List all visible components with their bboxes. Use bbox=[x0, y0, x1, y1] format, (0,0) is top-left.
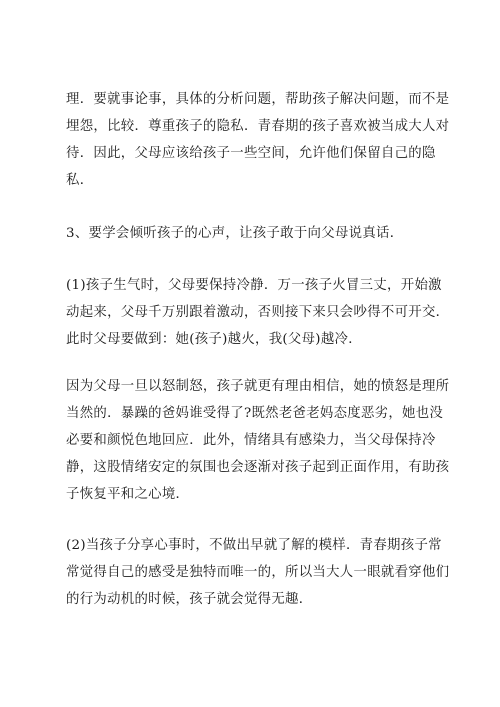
text-line: (2)当孩子分享心事时，不做出早就了解的模样．青春期孩子常 bbox=[66, 538, 442, 553]
text-line: 静，这股情绪安定的氛围也会逐渐对孩子起到正面作用，有助孩 bbox=[66, 460, 450, 475]
text-line: 子恢复平和之心境． bbox=[66, 487, 190, 502]
text-line: 理．要就事论事，具体的分析问题，帮助孩子解决问题，而不是 bbox=[66, 92, 450, 107]
text-line: 待．因此，父母应该给孩子一些空间，允许他们保留自己的隐 bbox=[66, 146, 436, 161]
text-line: 的行为动机的时候，孩子就会觉得无趣． bbox=[66, 592, 313, 607]
text-line: 动起来，父母千万别跟着激动，否则接下来只会吵得不可开交． bbox=[66, 305, 450, 320]
paragraph-explanation bbox=[66, 373, 456, 508]
paragraph-heading-3 bbox=[66, 220, 456, 247]
paragraph-point-2 bbox=[66, 532, 456, 613]
text-line: (1)孩子生气时，父母要保持冷静．万一孩子火冒三丈，开始激 bbox=[66, 278, 442, 293]
paragraph-privacy bbox=[66, 86, 456, 194]
section-heading: 3、要学会倾听孩子的心声，让孩子敢于向父母说真话． bbox=[66, 226, 404, 241]
text-line: 埋怨，比较．尊重孩子的隐私．青春期的孩子喜欢被当成大人对 bbox=[66, 119, 450, 134]
text-line: 因为父母一旦以怒制怒，孩子就更有理由相信，她的愤怒是理所 bbox=[66, 379, 450, 394]
text-line: 必要和颜悦色地回应．此外，情绪具有感染力，当父母保持冷 bbox=[66, 433, 436, 448]
text-line: 当然的．暴躁的爸妈谁受得了?既然老爸老妈态度恶劣，她也没 bbox=[66, 406, 444, 421]
text-line: 此时父母要做到：她(孩子)越火，我(父母)越冷． bbox=[66, 332, 362, 347]
paragraph-point-1 bbox=[66, 272, 456, 353]
text-line: 私． bbox=[66, 173, 94, 188]
text-line: 常觉得自己的感受是独特而唯一的，所以当大人一眼就看穿他们 bbox=[66, 565, 450, 580]
